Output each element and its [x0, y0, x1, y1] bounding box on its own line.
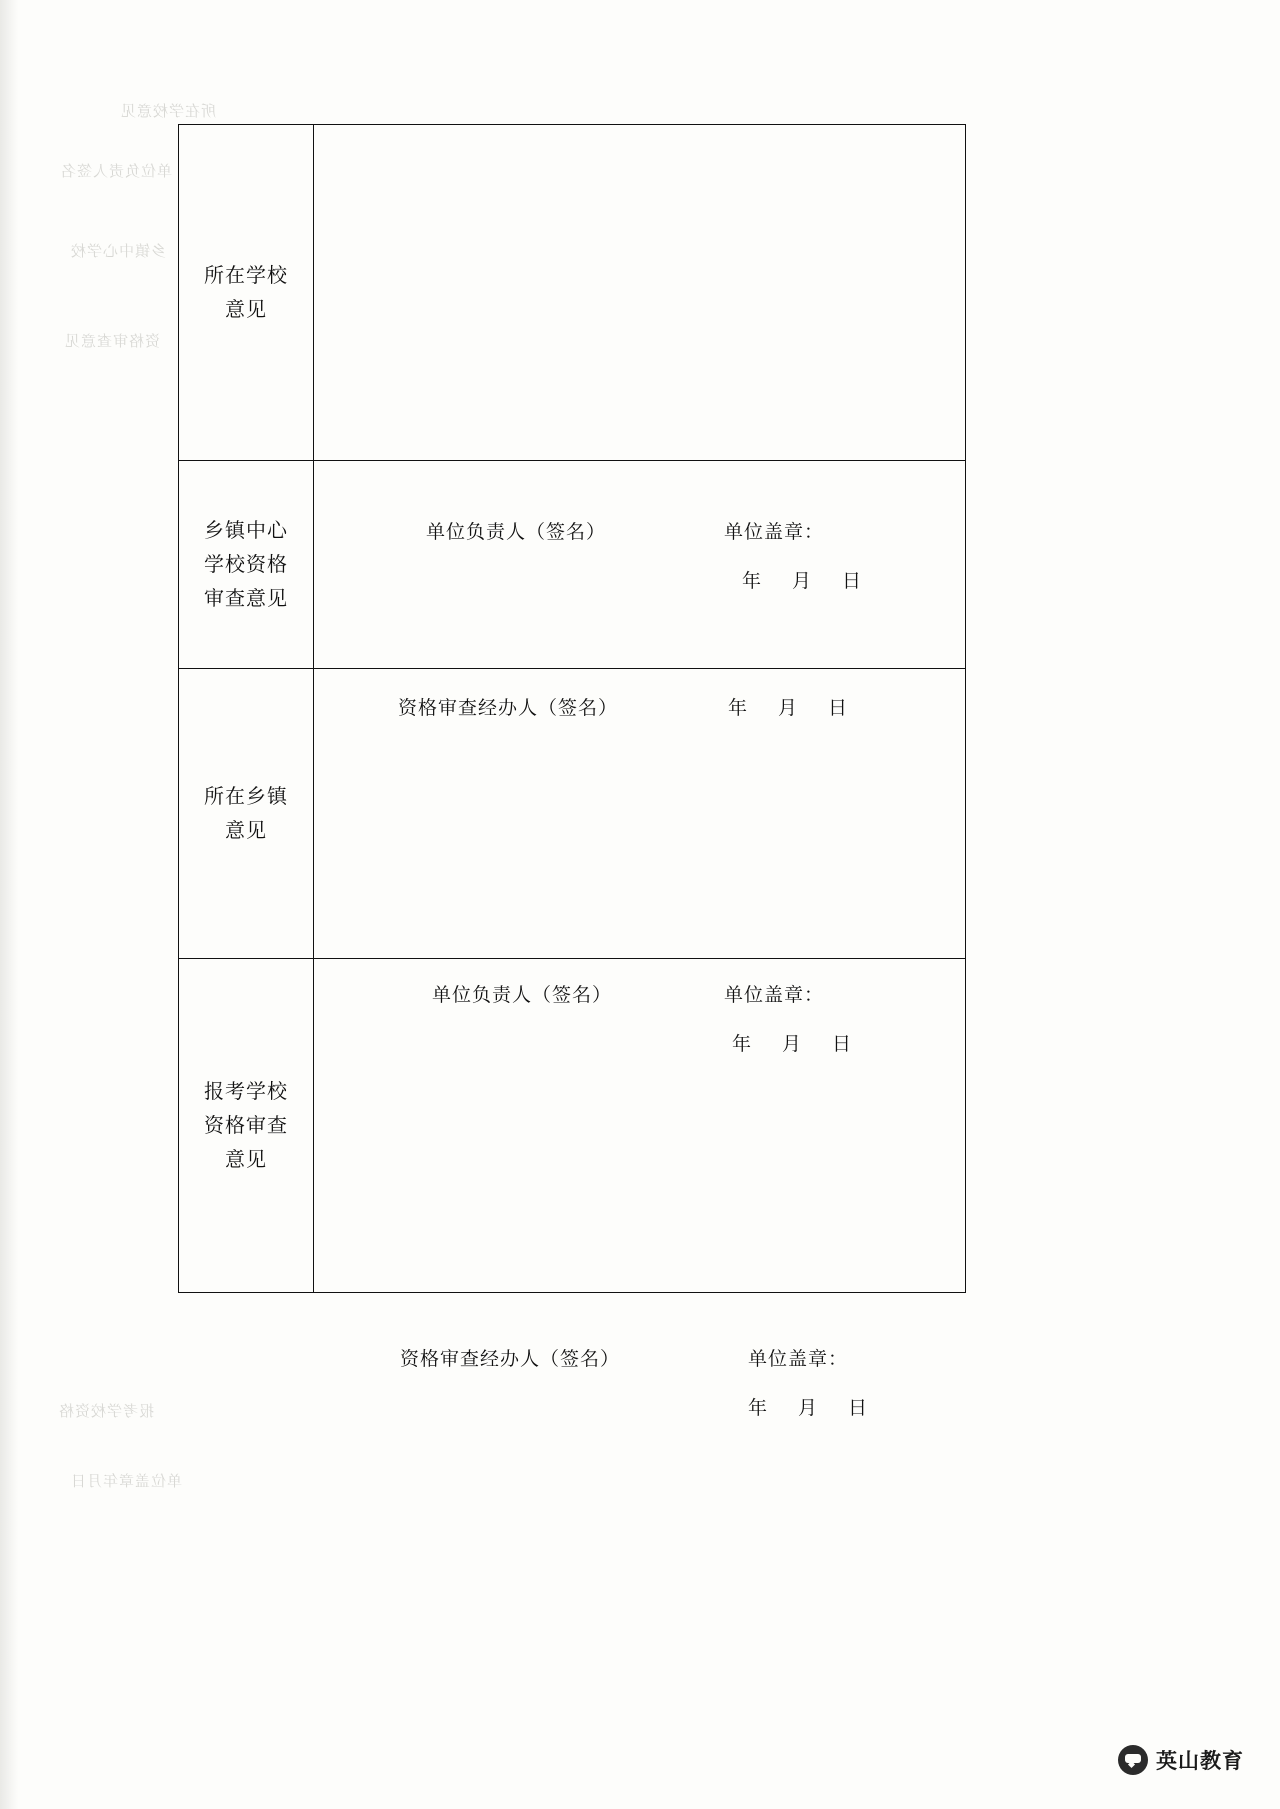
signature-label: 资格审查经办人（签名） — [400, 1348, 621, 1370]
table-row — [179, 461, 966, 669]
row-label-township-center-review — [179, 461, 314, 669]
bleed-through-text: 乡镇中心学校 — [70, 244, 167, 260]
bleed-through-text: 资格审查意见 — [64, 334, 161, 350]
bleed-through-text: 报考学校资格 — [58, 1404, 155, 1420]
seal-label: 单位盖章： — [748, 1348, 849, 1370]
footer-brand — [1118, 1745, 1244, 1775]
date-line: 年 月 日 — [732, 1033, 858, 1055]
bleed-through-text: 所在学校意见 — [120, 104, 217, 120]
wechat-icon — [1118, 1745, 1148, 1775]
paper-edge-shadow-top — [0, 0, 1280, 14]
table-row — [179, 959, 966, 1293]
date-line: 年 月 日 — [728, 697, 854, 719]
signature-label: 单位负责人（签名） — [432, 984, 613, 1006]
row-label-line: 意见 — [225, 819, 267, 842]
row-label-school-opinion — [179, 125, 314, 461]
date-line: 年 月 日 — [742, 570, 868, 592]
seal-label: 单位盖章： — [724, 521, 825, 543]
row-content-township-center-review[interactable] — [314, 461, 966, 719]
table-row — [179, 669, 966, 959]
bleed-through-text: 单位盖章年月日 — [70, 1474, 183, 1490]
seal-label: 单位盖章： — [724, 984, 825, 1006]
bleed-through-text: 单位负责人签名 — [60, 164, 173, 180]
row-content-township-opinion[interactable] — [314, 669, 966, 1055]
row-label-line: 报考学校 — [204, 1080, 288, 1103]
row-label-line: 所在乡镇 — [204, 785, 288, 808]
row-label-line: 乡镇中心 — [204, 519, 288, 542]
brand-name: 英山教育 — [1156, 1750, 1244, 1773]
table-row — [179, 125, 966, 461]
row-content-school-opinion[interactable] — [314, 125, 966, 592]
row-label-township-opinion — [179, 669, 314, 959]
row-label-line: 意见 — [225, 298, 267, 321]
row-label-line: 所在学校 — [204, 264, 288, 287]
row-label-line: 意见 — [225, 1148, 267, 1171]
signature-label: 资格审查经办人（签名） — [398, 697, 619, 719]
row-label-applied-school-review — [179, 959, 314, 1293]
row-content-applied-school-review[interactable] — [314, 959, 966, 1419]
row-label-line: 审查意见 — [204, 587, 288, 610]
paper-edge-shadow-left — [0, 0, 18, 1809]
date-line: 年 月 日 — [748, 1397, 874, 1419]
signature-label: 单位负责人（签名） — [426, 521, 607, 543]
row-label-line: 资格审查 — [204, 1114, 288, 1137]
row-label-line: 学校资格 — [204, 553, 288, 576]
approval-opinions-table — [178, 124, 966, 1419]
